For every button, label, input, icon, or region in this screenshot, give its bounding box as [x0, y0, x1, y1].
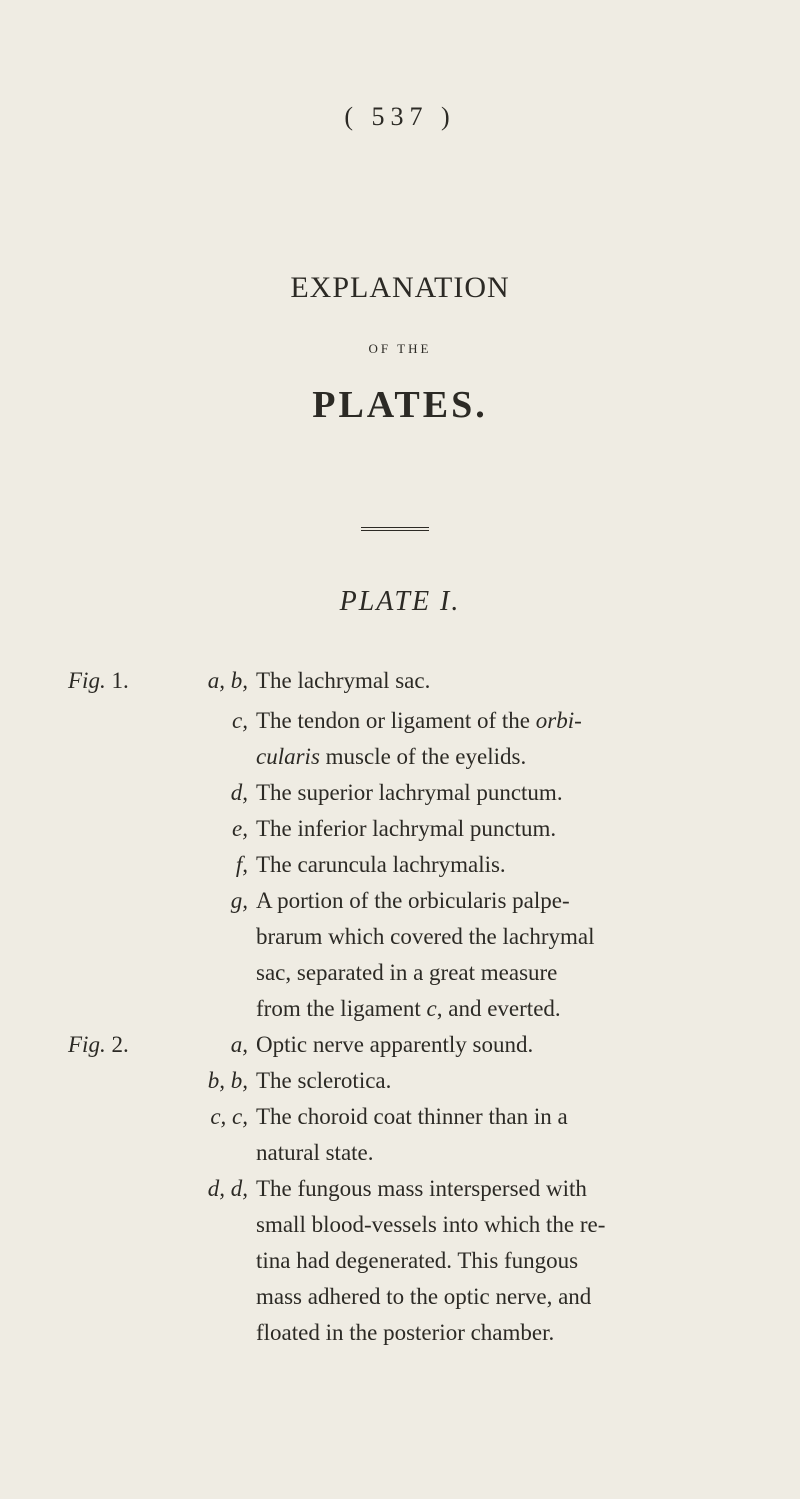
fig2-key-a: a, — [230, 1032, 248, 1057]
fig2-desc-d-d-line3: tina had degenerated. This fungous — [256, 1248, 579, 1273]
fig1-number: 1. — [111, 668, 129, 693]
fig1-desc-c-text: The tendon or ligament of the — [256, 708, 531, 733]
fig1-key-g: g, — [230, 888, 248, 913]
fig2-key-d-d: d, d, — [207, 1176, 248, 1201]
fig2-desc-c-c-line1: The choroid coat thinner than in a — [256, 1104, 568, 1129]
fig1-desc-g-line3: sac, separated in a great measure — [256, 960, 558, 985]
fig2-key-c-c: c, c, — [210, 1104, 248, 1129]
fig1-desc-c-italic: orbi- — [535, 708, 582, 733]
fig1-key-c: c, — [232, 708, 248, 733]
fig1-key-e: e, — [232, 816, 248, 841]
fig2-desc-d-d-line5: floated in the posterior chamber. — [256, 1320, 555, 1345]
fig1-desc-c-text2: muscle of the eyelids. — [325, 744, 527, 769]
fig2-label-word: Fig. — [68, 1032, 106, 1057]
fig1-desc-g-line2: brarum which covered the lachrymal — [256, 924, 595, 949]
fig1-key-a-b: a, b, — [207, 668, 248, 693]
fig1-desc-g-text4: from the ligament — [256, 996, 421, 1021]
fig2-key-b-b: b, b, — [207, 1068, 248, 1093]
fig2-number: 2. — [111, 1032, 129, 1057]
fig1-desc-c-line1 — [256, 706, 582, 736]
heading-plates: PLATES. — [312, 384, 488, 426]
fig1-key-f: f, — [235, 852, 248, 877]
fig1-label — [68, 666, 129, 696]
fig1-desc-f: The caruncula lachrymalis. — [256, 852, 506, 877]
fig2-desc-d-d-line4: mass adhered to the optic nerve, and — [256, 1284, 592, 1309]
fig1-desc-a-b: The lachrymal sac. — [256, 668, 431, 693]
heading-explanation: EXPLANATION — [290, 271, 510, 304]
fig1-desc-g-line4 — [256, 994, 561, 1024]
fig2-label — [68, 1030, 129, 1060]
fig1-key-d: d, — [230, 780, 248, 805]
fig2-desc-c-c-line2: natural state. — [256, 1140, 374, 1165]
fig2-desc-d-d-line1: The fungous mass interspersed with — [256, 1176, 587, 1201]
fig1-desc-c-italic2: cularis — [256, 744, 320, 769]
fig1-desc-d: The superior lachrymal punctum. — [256, 780, 563, 805]
fig2-desc-a: Optic nerve apparently sound. — [256, 1032, 534, 1057]
fig1-desc-g-inline-key: c — [426, 996, 437, 1021]
plate-title: PLATE I. — [339, 586, 461, 617]
fig1-label-word: Fig. — [68, 668, 106, 693]
double-rule-divider — [361, 527, 429, 531]
fig2-desc-d-d-line2: small blood-vessels into which the re- — [256, 1212, 606, 1237]
fig1-desc-g-tail: , and everted. — [436, 996, 561, 1021]
fig1-desc-g-line1: A portion of the orbicularis palpe- — [256, 888, 570, 913]
fig1-desc-c-line2 — [256, 742, 526, 772]
fig1-desc-e: The inferior lachrymal punctum. — [256, 816, 557, 841]
heading-of-the: OF THE — [368, 341, 432, 356]
fig2-desc-b-b: The sclerotica. — [256, 1068, 392, 1093]
page-number: ( 537 ) — [344, 102, 456, 131]
